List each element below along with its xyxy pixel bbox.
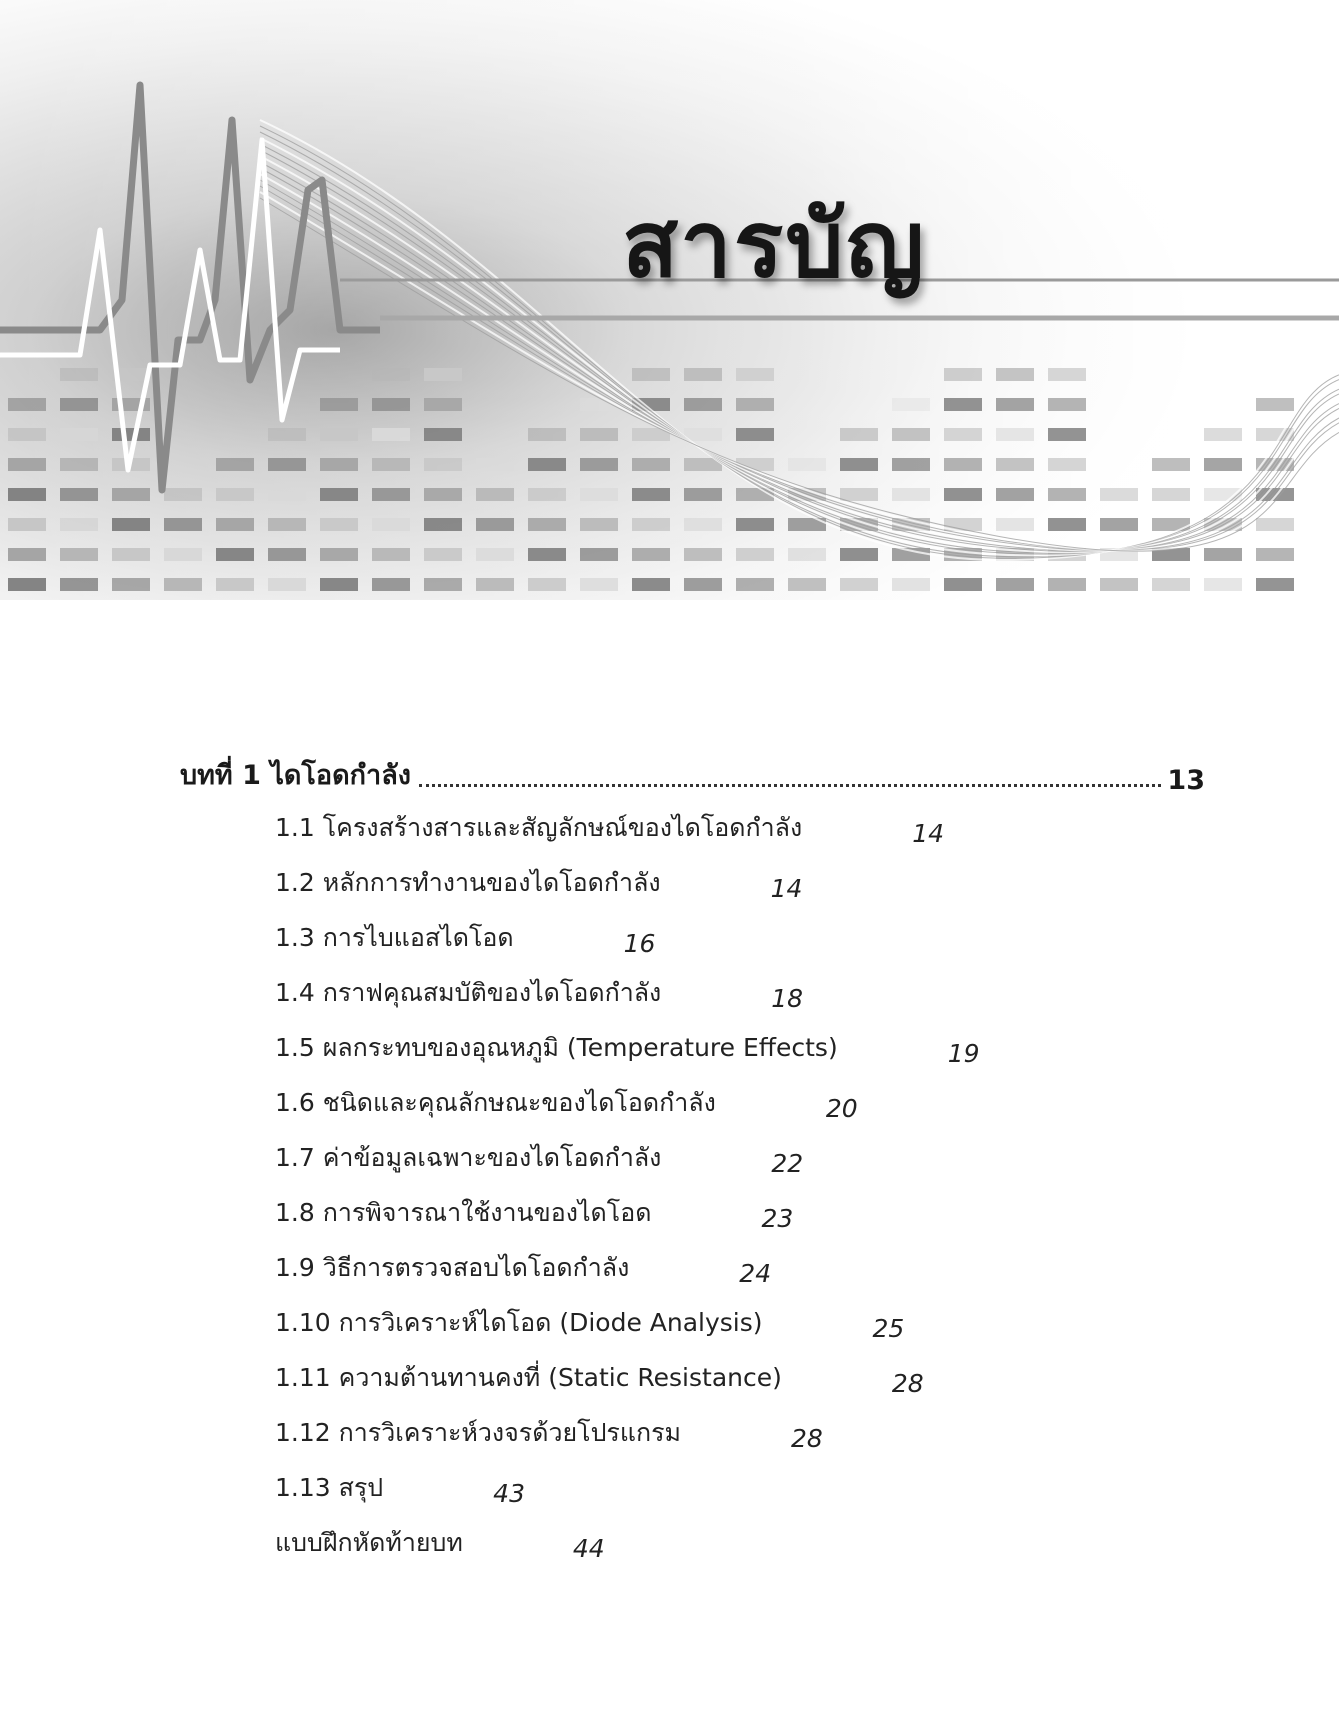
equalizer-block [840,578,878,591]
equalizer-block [736,578,774,591]
toc-entry[interactable] [275,1193,793,1233]
entry-label: 1.13 สรุป [275,1473,384,1502]
equalizer-block [372,578,410,591]
equalizer-block [1048,428,1086,441]
equalizer-block [424,368,462,381]
entry-label: 1.4 กราฟคุณสมบัติของไดโอดกำลัง [275,978,662,1007]
equalizer-block [112,518,150,531]
equalizer-block [996,428,1034,441]
equalizer-block [372,518,410,531]
equalizer-block [320,518,358,531]
equalizer-block [632,488,670,501]
equalizer-block [580,548,618,561]
equalizer-block [372,428,410,441]
equalizer-block [216,548,254,561]
equalizer-block [372,368,410,381]
equalizer-block [892,488,930,501]
entry-label: 1.6 ชนิดและคุณลักษณะของไดโอดกำลัง [275,1088,716,1117]
equalizer-block [216,518,254,531]
equalizer-block [1152,458,1190,471]
toc-entry[interactable] [275,1468,525,1508]
equalizer-block [840,428,878,441]
toc-entry[interactable] [275,1028,980,1068]
equalizer-block [112,548,150,561]
entry-page: 16 [623,929,656,958]
equalizer-block [60,518,98,531]
entry-page: 24 [739,1259,772,1288]
equalizer-block [840,548,878,561]
equalizer-block [1048,518,1086,531]
equalizer-block [1204,428,1242,441]
equalizer-block [1256,398,1294,411]
equalizer-block [684,428,722,441]
equalizer-block [112,578,150,591]
equalizer-block [996,488,1034,501]
equalizer-block [476,548,514,561]
equalizer-block [8,458,46,471]
equalizer-block [476,488,514,501]
equalizer-block [1256,548,1294,561]
equalizer-block [424,578,462,591]
equalizer-block [996,398,1034,411]
equalizer-block [164,548,202,561]
equalizer-block [372,548,410,561]
equalizer-block [632,578,670,591]
equalizer-block [944,428,982,441]
equalizer-block [944,368,982,381]
equalizer-block [944,578,982,591]
toc-entry[interactable] [275,1303,904,1343]
equalizer-block [320,458,358,471]
equalizer-block [892,428,930,441]
equalizer-block [684,488,722,501]
equalizer-block [944,458,982,471]
equalizer-block [268,458,306,471]
equalizer-block [632,368,670,381]
entry-label: 1.10 การวิเคราะห์ไดโอด (Diode Analysis) [275,1308,763,1337]
page-title: สารบัญ [622,191,927,298]
equalizer-block [736,518,774,531]
toc-entry[interactable] [275,863,802,903]
equalizer-block [60,548,98,561]
equalizer-block [476,458,514,471]
equalizer-block [788,548,826,561]
equalizer-block [996,368,1034,381]
equalizer-block [736,398,774,411]
equalizer-block [840,458,878,471]
entry-label: 1.2 หลักการทำงานของไดโอดกำลัง [275,868,661,897]
equalizer-block [8,488,46,501]
entry-page: 28 [891,1369,924,1398]
equalizer-block [164,518,202,531]
equalizer-block [788,578,826,591]
equalizer-block [8,428,46,441]
equalizer-block [684,548,722,561]
equalizer-block [424,518,462,531]
toc-entry[interactable] [275,1358,924,1398]
entry-page: 44 [572,1534,605,1563]
equalizer-block [476,518,514,531]
equalizer-block [528,458,566,471]
entry-page: 25 [872,1314,905,1343]
equalizer-block [476,578,514,591]
equalizer-block [320,548,358,561]
equalizer-block [8,578,46,591]
entry-page: 20 [825,1094,858,1123]
equalizer-block [424,398,462,411]
equalizer-block [736,548,774,561]
equalizer-block [268,548,306,561]
equalizer-block [8,518,46,531]
equalizer-block [1048,398,1086,411]
chapter-page: 13 [1167,765,1205,796]
equalizer-block [60,488,98,501]
equalizer-block [424,428,462,441]
equalizer-block [60,458,98,471]
equalizer-block [60,368,98,381]
equalizer-block [580,518,618,531]
equalizer-block [1152,488,1190,501]
equalizer-block [216,578,254,591]
equalizer-block [1048,488,1086,501]
equalizer-block [996,458,1034,471]
equalizer-block [996,518,1034,531]
equalizer-block [528,548,566,561]
entry-page: 14 [770,874,803,903]
equalizer-block [528,428,566,441]
equalizer-block [112,428,150,441]
equalizer-block [944,488,982,501]
equalizer-block [320,578,358,591]
equalizer-block [788,458,826,471]
equalizer-block [528,488,566,501]
equalizer-block [1204,458,1242,471]
equalizer-block [892,458,930,471]
equalizer-block [1100,578,1138,591]
equalizer-block [1048,578,1086,591]
equalizer-block [684,368,722,381]
entry-page: 14 [912,819,945,848]
equalizer-block [580,428,618,441]
equalizer-block [528,518,566,531]
equalizer-block [632,518,670,531]
entry-page: 22 [771,1149,804,1178]
entry-label: 1.11 ความต้านทานคงที่ (Static Resistance) [275,1363,782,1392]
entry-label: 1.1 โครงสร้างสารและสัญลักษณ์ของไดโอดกำลัง [275,813,803,842]
equalizer-block [60,398,98,411]
equalizer-block [372,458,410,471]
entry-label: 1.12 การวิเคราะห์วงจรด้วยโปรแกรม [275,1418,682,1447]
equalizer-block [320,428,358,441]
header-banner [0,0,1339,600]
equalizer-block [580,488,618,501]
equalizer-block [1204,578,1242,591]
entry-label: 1.5 ผลกระทบของอุณหภูมิ (Temperature Effects) [275,1033,838,1062]
equalizer-block [1256,518,1294,531]
equalizer-block [8,548,46,561]
equalizer-block [1048,368,1086,381]
equalizer-block [736,368,774,381]
equalizer-block [372,488,410,501]
entry-label: 1.7 ค่าข้อมูลเฉพาะของไดโอดกำลัง [275,1143,662,1172]
equalizer-block [892,398,930,411]
equalizer-block [268,488,306,501]
equalizer-block [268,518,306,531]
equalizer-block [1256,578,1294,591]
equalizer-block [1152,578,1190,591]
equalizer-block [580,578,618,591]
toc-entry[interactable] [275,1523,605,1563]
equalizer-block [632,458,670,471]
equalizer-block [1100,488,1138,501]
equalizer-block [320,488,358,501]
dot-leader [419,784,1161,787]
equalizer-block [528,578,566,591]
equalizer-block [1204,548,1242,561]
entry-page: 18 [771,984,804,1013]
equalizer-block [840,488,878,501]
toc-entry[interactable] [275,973,803,1013]
chapter-heading[interactable] [180,752,1205,796]
toc-entry[interactable] [275,1083,858,1123]
entry-label: 1.3 การไบแอสไดโอด [275,923,514,952]
equalizer-block [216,488,254,501]
equalizer-block [164,488,202,501]
entry-label: 1.8 การพิจารณาใช้งานของไดโอด [275,1198,652,1227]
equalizer-block [216,458,254,471]
chapter-label: บทที่ 1 ไดโอดกำลัง [180,760,411,791]
equalizer-block [424,488,462,501]
equalizer-block [372,398,410,411]
toc-entry[interactable] [275,1138,803,1178]
equalizer-block [944,398,982,411]
equalizer-block [60,428,98,441]
toc-entry[interactable] [275,918,655,958]
equalizer-block [684,518,722,531]
entry-page: 23 [761,1204,794,1233]
equalizer-block [320,398,358,411]
entry-page: 28 [791,1424,823,1453]
equalizer-block [164,578,202,591]
toc-entry[interactable] [275,1248,771,1288]
equalizer-block [8,398,46,411]
equalizer-block [268,428,306,441]
equalizer-block [1048,458,1086,471]
equalizer-block [996,578,1034,591]
entry-label: 1.9 วิธีการตรวจสอบไดโอดกำลัง [275,1253,630,1282]
equalizer-block [1100,518,1138,531]
equalizer-block [60,578,98,591]
equalizer-block [684,578,722,591]
equalizer-block [892,578,930,591]
entry-page: 19 [947,1039,980,1068]
toc-entry[interactable] [275,1413,823,1453]
equalizer-block [424,458,462,471]
equalizer-block [632,548,670,561]
entry-page: 43 [493,1479,525,1508]
equalizer-block [112,488,150,501]
entry-label: แบบฝึกหัดท้ายบท [275,1528,463,1557]
equalizer-block [268,578,306,591]
equalizer-block [580,458,618,471]
equalizer-block [424,548,462,561]
equalizer-block [684,398,722,411]
toc-entry[interactable] [275,808,944,848]
equalizer-block [736,428,774,441]
